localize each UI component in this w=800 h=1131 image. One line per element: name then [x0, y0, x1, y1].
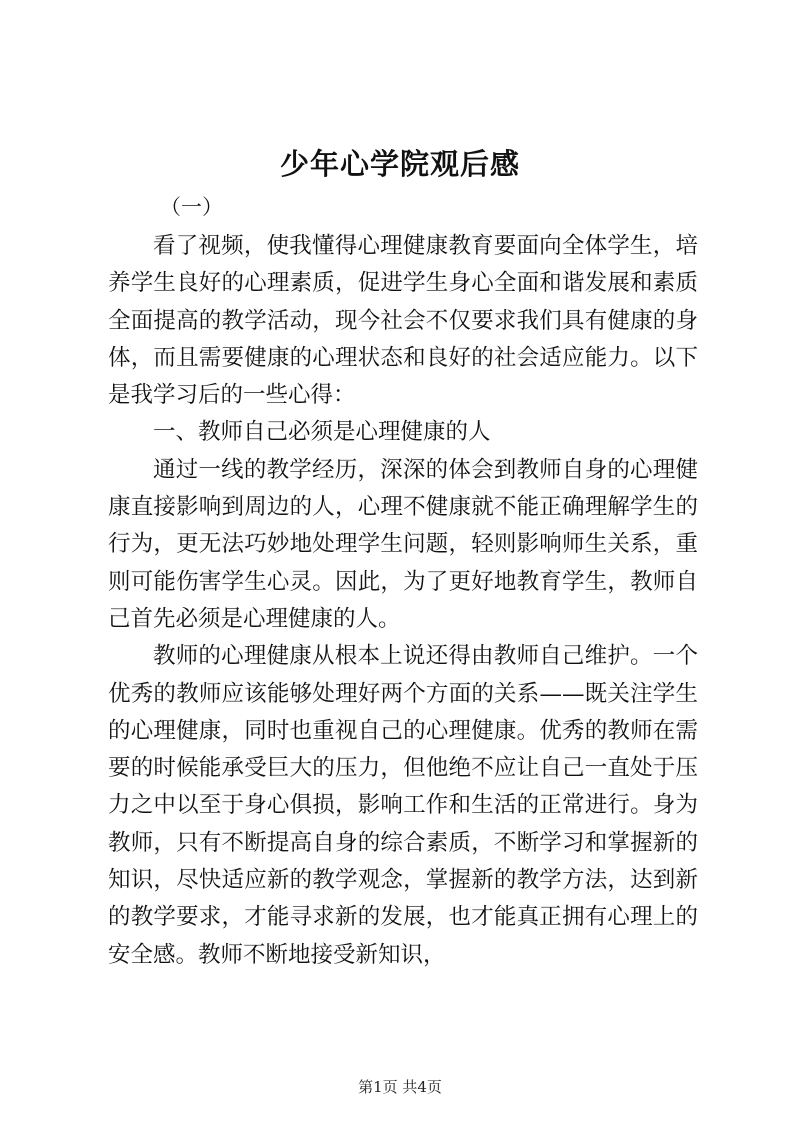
paragraph-intro: 看了视频，使我懂得心理健康教育要面向全体学生，培养学生良好的心理素质，促进学生身心全面和谐发展和素质全面提高的教学活动，现今社会不仅要求我们具有健康的身体，而且需要健康的心理状态和良好的社会适应能力。以下是我学习后的一些心得： [108, 233, 698, 409]
document-body [108, 228, 698, 974]
paragraph-experience: 通过一线的教学经历，深深的体会到教师自身的心理健康直接影响到周边的人，心理不健康就不能正确理解学生的行为，更无法巧妙地处理学生问题，轻则影响师生关系，重则可能伤害学生心灵。因此，为了更好地教育学生，教师自己首先必须是心理健康的人。 [108, 456, 698, 632]
document-title: 少年心学院观后感 [279, 147, 520, 181]
page-footer: 第1页 共4页 [358, 1078, 442, 1096]
paragraph-maintenance: 教师的心理健康从根本上说还得由教师自己维护。一个优秀的教师应该能够处理好两个方面的关系——既关注学生的心理健康，同时也重视自己的心理健康。优秀的教师在需要的时候能承受巨大的压力，但他绝不应让自己一直处于压力之中以至于身心俱损，影响工作和生活的正常进行。身为教师，只有不断提高自身的综合素质，不断学习和掌握新的知识，尽快适应新的教学观念，掌握新的教学方法，达到新的教学要求，才能寻求新的发展，也才能真正拥有心理上的安全感。教师不断地接受新知识， [108, 643, 698, 968]
section-heading: 一、教师自己必须是心理健康的人 [153, 419, 491, 446]
section-label: （一） [160, 195, 223, 219]
